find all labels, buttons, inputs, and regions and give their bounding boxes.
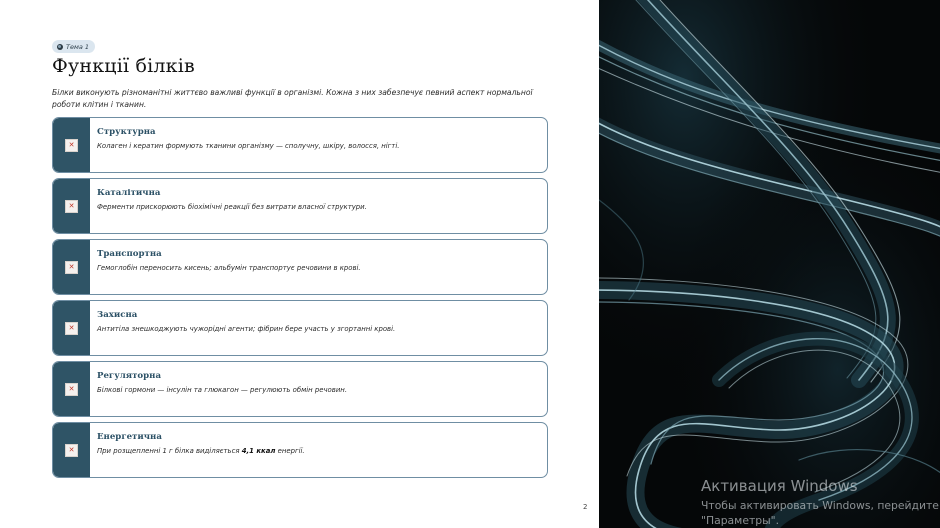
card-title: Регуляторна	[97, 371, 162, 381]
card-description: Гемоглобін переносить кисень; альбумін транспортує речовини в крові.	[97, 264, 361, 272]
windows-activation-watermark	[701, 477, 940, 528]
globe-icon	[57, 44, 63, 50]
card-description: Колаген і кератин формують тканини організму — сполучну, шкіру, волосся, нігті.	[97, 142, 400, 150]
card-description: Антитіла знешкоджують чужорідні агенти; фібрин бере участь у згортанні крові.	[97, 325, 396, 333]
card-description-text: енергії.	[275, 447, 305, 455]
broken-image-icon: ✕	[65, 444, 78, 457]
watermark-text: Чтобы активировать Windows, перейдите	[701, 499, 939, 512]
card-description: Білкові гормони — інсулін та глюкагон — регулюють обмін речовин.	[97, 386, 348, 394]
broken-image-icon: ✕	[65, 383, 78, 396]
card-energy	[52, 422, 548, 478]
card-transport	[52, 239, 548, 295]
broken-image-icon: ✕	[65, 322, 78, 335]
card-catalytic	[52, 178, 548, 234]
card-description	[97, 447, 537, 455]
glass-ribbons-illustration	[599, 0, 940, 528]
card-title: Каталітична	[97, 188, 161, 198]
card-title: Транспортна	[97, 249, 162, 259]
card-description-text: При розщепленні 1 г білка виділяється	[97, 447, 242, 455]
broken-image-icon: ✕	[65, 261, 78, 274]
energy-value: 4,1 ккал	[241, 447, 276, 455]
topic-tag-label: Тема 1	[66, 42, 90, 51]
topic-tag	[52, 40, 95, 53]
card-regulatory	[52, 361, 548, 417]
card-protective	[52, 300, 548, 356]
watermark-title: Активация Windows	[701, 477, 858, 495]
abstract-glass-ribbons-image	[599, 0, 940, 528]
slide-intro: Білки виконують різноманітні життєво важливі функції в організмі. Кожна з них забезпечує певний аспект нормальної роботи клітин і тканин.	[52, 88, 533, 109]
card-title: Енергетична	[97, 432, 162, 442]
watermark-text-2: "Параметры".	[701, 514, 780, 527]
card-description: Ферменти прискорюють біохімічні реакції без витрати власної структури.	[97, 203, 367, 211]
page-number: 2	[583, 503, 588, 511]
card-title: Захисна	[97, 310, 138, 320]
broken-image-icon: ✕	[65, 139, 78, 152]
broken-image-icon: ✕	[65, 200, 78, 213]
card-structural	[52, 117, 548, 173]
card-title: Структурна	[97, 127, 156, 137]
slide-title: Функції білків	[52, 55, 195, 77]
